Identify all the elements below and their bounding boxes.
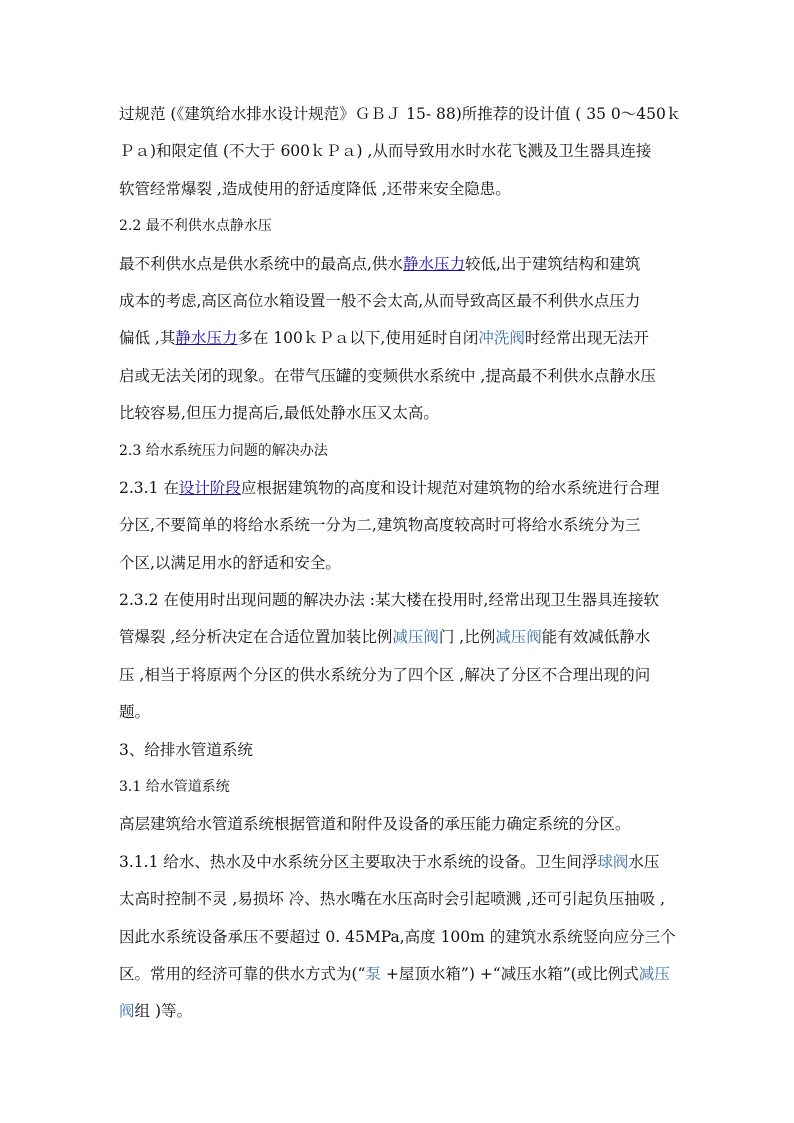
text-run: 能有效减低静水 [541,628,651,647]
text-run: 2.3.1 在 [119,478,179,497]
link-static-water-pressure[interactable]: 静水压力 [175,329,238,348]
text-run: 题。 [119,703,151,722]
link-pressure-reducing[interactable]: 减压 [638,964,670,983]
line-22 [119,881,679,918]
section-heading-3-1 [119,769,679,806]
link-pressure-reducing-valve[interactable]: 减压阀 [392,628,439,647]
text-run: 分区,不要简单的将给水系统一分为二,建筑物高度较高时可将给水系统分为三 [119,516,641,535]
line-13 [119,545,679,582]
line-9 [119,395,679,432]
line-6 [119,283,679,320]
text-run: 2.3.2 在使用时出现问题的解决办法 :某大楼在投用时,经常出现卫生器具连接软 [119,591,659,610]
line-1 [119,96,682,133]
heading-text: 3.1 给水管道系统 [119,779,230,796]
document-body [119,96,682,1031]
line-24 [119,956,679,993]
line-5 [119,246,679,283]
text-run: 太高时控制不灵 ,易损坏 冷、热水嘴在水压高时会引起喷溅 ,还可引起负压抽吸 , [119,890,665,909]
line-8 [119,358,679,395]
text-run: 较低,出于建筑结构和建筑 [464,254,641,273]
link-design-stage[interactable]: 设计阶段 [178,478,241,497]
section-heading-2-3 [119,433,679,470]
section-heading-2-2 [119,208,679,245]
text-run: 时经常出现无法开 [524,329,649,348]
line-11 [119,470,679,507]
text-run: Ｐａ)和限定值 (不大于 600ｋＰａ) ,从而导致用水时水花飞溅及卫生器具连接 [119,142,652,161]
link-pump[interactable]: 泵 [365,964,381,983]
text-run: 个区,以满足用水的舒适和安全。 [119,553,341,572]
text-run: 过规范 (《建筑给水排水设计规范》ＧＢＪ 15- 88)所推荐的设计值 ( 35 0～450ｋ [119,105,682,123]
text-run: 管爆裂 ,经分析决定在合适位置加装比例 [119,628,393,647]
link-pressure-reducing-valve[interactable]: 减压阀 [495,628,542,647]
line-20 [119,806,679,843]
text-run: 区。常用的经济可靠的供水方式为(“ [119,964,366,983]
heading-text: 2.2 最不利供水点静水压 [119,218,272,235]
text-run: 压 ,相当于将原两个分区的供水系统分为了四个区 ,解决了分区不合理出现的问 [119,665,651,684]
link-flush-valve[interactable]: 冲洗阀 [478,329,525,348]
heading-text: 3、给排水管道系统 [119,740,253,759]
text-run: +屋顶水箱”) +“减压水箱”(或比例式 [381,964,639,983]
text-run: 多在 100ｋＰａ以下,使用延时自闭 [237,329,479,348]
text-run: 成本的考虑,高区高位水箱设置一般不会太高,从而导致高区最不利供水点压力 [119,291,641,310]
text-run: 启或无法关闭的现象。在带气压罐的变频供水系统中 ,提高最不利供水点静水压 [119,366,656,385]
text-run: 偏低 ,其 [119,329,176,348]
line-15 [119,619,679,656]
text-run: 3.1.1 给水、热水及中水系统分区主要取决于水系统的设备。卫生间浮 [119,852,598,871]
text-run: 高层建筑给水管道系统根据管道和附件及设备的承压能力确定系统的分区。 [119,815,631,834]
text-run: 比较容易,但压力提高后,最低处静水压又太高。 [119,404,439,423]
text-run: 水压 [628,852,660,871]
line-23 [119,919,679,956]
heading-text: 2.3 给水系统压力问题的解决办法 [119,442,328,459]
text-run: 组 )等。 [134,1002,192,1021]
text-run: 门 ,比例 [438,628,496,647]
line-3 [119,171,679,208]
link-ball-valve[interactable]: 球阀 [597,852,629,871]
text-run: 应根据建筑物的高度和设计规范对建筑物的给水系统进行合理 [240,478,660,497]
link-valve[interactable]: 阀 [119,1002,135,1021]
line-16 [119,657,679,694]
line-2 [119,133,679,170]
text-run: 软管经常爆裂 ,造成使用的舒适度降低 ,还带来安全隐患。 [119,179,511,198]
line-14 [119,582,679,619]
line-25 [119,993,679,1030]
line-21 [119,844,679,881]
section-heading-3 [119,732,679,769]
line-12 [119,507,679,544]
text-run: 最不利供水点是供水系统中的最高点,供水 [119,254,403,273]
line-7 [119,320,679,357]
link-static-water-pressure[interactable]: 静水压力 [402,254,465,273]
line-17 [119,694,679,731]
text-run: 因此水系统设备承压不要超过 0. 45MPa,高度 100m 的建筑水系统竖向应分三个 [119,927,676,946]
